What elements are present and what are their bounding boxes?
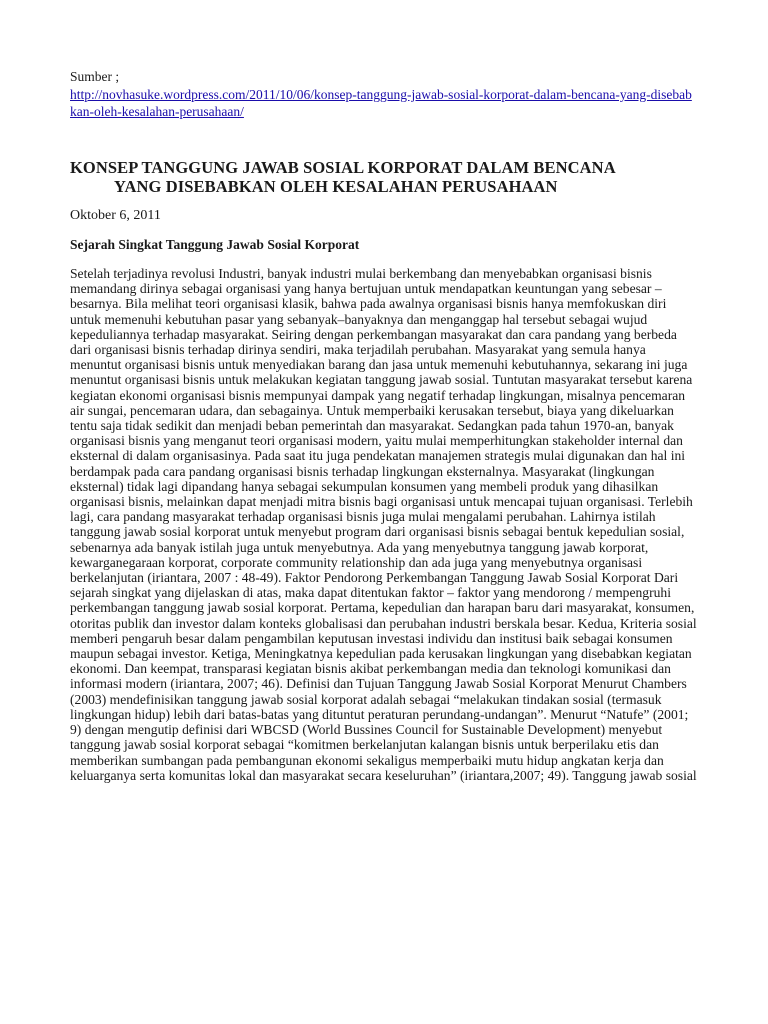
source-link[interactable]: http://novhasuke.wordpress.com/2011/10/06/konsep-tanggung-jawab-sosial-korporat-dalam-bencana-yang-disebabkan-oleh-kesalahan-perusahaan/ [70,87,692,119]
section-heading: Sejarah Singkat Tanggung Jawab Sosial Korporat [70,237,360,252]
article-date: Oktober 6, 2011 [70,208,161,223]
source-label: Sumber ; [70,69,120,84]
document-page [70,68,698,783]
article-body: Setelah terjadinya revolusi Industri, banyak industri mulai berkembang dan menyebabkan organisasi bisnis memandang dirinya sebagai organisasi yang hanya bertujuan untuk mendapatkan keuntungan yang sebesar – besarnya. Bila melihat teori organisasi klasik, bahwa pada awalnya organisasi bisnis hanya memfokuskan diri untuk memenuhi kebutuhan pasar yang sebanyak–banyaknya dan menganggap hal tersebut sebagai wujud kepeduliannya terhadap masyarakat. Seiring dengan perkembangan masyarakat dan cara pandang yang berbeda dari organisasi bisnis terhadap dirinya sendiri, maka terjadilah perubahan. Masyarakat yang semula hanya menuntut organisasi bisnis untuk menyediakan barang dan jasa untuk memenuhi kebutuhannya, sekarang ini juga menuntut organisasi bisnis untuk melakukan kegiatan tanggung jawab sosial. Tuntutan masyarakat tersebut karena kegiatan ekonomi organisasi bisnis mempunyai dampak yang negatif terhadap lingkungan, misalnya pencemaran air sungai, pencemaran udara, dan sebagainya. Untuk memperbaiki kerusakan tersebut, biaya yang dikeluarkan tentu saja tidak sedikit dan menjadi beban pemerintah dan masyarakat. Sedangkan pada tahun 1970-an, banyak organisasi bisnis yang menganut teori organisasi modern, yaitu mulai memperhitungkan stakeholder internal dan eksternal di dalam organisasinya. Pada saat itu juga pendekatan manajemen strategis mulai digunakan dan hal ini berdampak pada cara pandang organisasi bisnis terhadap lingkungan eksternalnya. Masyarakat (lingkungan eksternal) tidak lagi dipandang hanya sebagai sekumpulan konsumen yang membeli produk yang dihasilkan organisasi bisnis, melainkan dapat menjadi mitra bisnis bagi organisasi untuk mencapai tujuan organisasi. Terlebih lagi, cara pandang masyarakat terhadap organisasi bisnis juga mulai mengalami perubahan. Lahirnya istilah tanggung jawab sosial korporat untuk menyebut program dari organisasi bisnis sebagai bentuk kepedulian sosial, sebenarnya ada banyak istilah juga untuk menyebutnya. Ada yang menyebutnya tanggung jawab korporat, kewarganegaraan korporat, corporate community relationship dan ada juga yang menyebutnya organisasi berkelanjutan (iriantara, 2007 : 48-49). Faktor Pendorong Perkembangan Tanggung Jawab Sosial Korporat Dari sejarah singkat yang dijelaskan di atas, maka dapat ditentukan faktor – faktor yang mendorong / mempengruhi perkembangan tanggung jawab sosial korporat. Pertama, kepedulian dan harapan baru dari masyarakat, konsumen, otoritas publik dan investor dalam konteks globalisasi dan perubahan industri berskala besar. Kedua, Kriteria sosial memberi pengaruh besar dalam pengambilan keputusan investasi individu dan institusi baik sebagai konsumen maupun sebagai investor. Ketiga, Meningkatnya kepedulian pada kerusakan lingkungan yang disebabkan kegiatan ekonomi. Dan keempat, transparasi kegiatan bisnis akibat perkembangan media dan teknologi komunikasi dan informasi modern (iriantara, 2007; 46). Definisi dan Tujuan Tanggung Jawab Sosial Korporat Menurut Chambers (2003) mendefinisikan tanggung jawab sosial korporat adalah sebagai “melakukan tindakan sosial (termasuk lingkungan hidup) lebih dari batas-batas yang dituntut peraturan perundang-undangan”. Menurut “Natufe” (2001; 9) dengan mengutip definisi dari WBCSD (World Bussines Council for Sustainable Development) menyebut tanggung jawab sosial korporat sebagai “komitmen berkelanjutan kalangan bisnis untuk berperilaku etis dan memberikan sumbangan pada pembangunan ekonomi sekaligus memperbaiki mutu hidup angkatan kerja dan keluarganya serta komunitas lokal dan masyarakat secara keseluruhan” (iriantara,2007; 49). Tanggung jawab sosial [70,266,697,783]
article-title-line1: KONSEP TANGGUNG JAWAB SOSIAL KORPORAT DALAM BENCANA [70,158,616,177]
article-title-line2: YANG DISEBABKAN OLEH KESALAHAN PERUSAHAAN [114,177,558,196]
article-title [70,158,698,196]
